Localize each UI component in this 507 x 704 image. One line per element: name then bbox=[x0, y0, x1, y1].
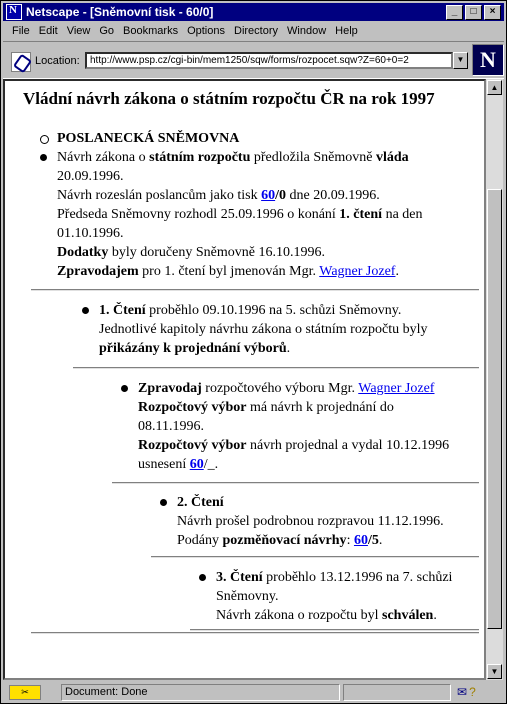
disc-bullet-icon bbox=[199, 574, 206, 581]
help-icon[interactable]: ? bbox=[469, 685, 476, 699]
menu-bar bbox=[3, 22, 504, 40]
location-bar bbox=[3, 41, 504, 79]
committee-block: Zpravodaj rozpočtového výboru Mgr. Wagner Jozef Rozpočtový výbor má návrh k projednání do 08.11.1996. Rozpočtový výbor návrh projednal a vydal 10.12.1996 usnesení 60/_. bbox=[138, 381, 450, 472]
window-title: Netscape - [Sněmovní tisk - 60/0] bbox=[26, 5, 214, 19]
divider bbox=[151, 556, 479, 558]
netscape-icon[interactable] bbox=[6, 4, 22, 20]
divider bbox=[73, 367, 479, 369]
third-reading-block: 3. Čtení proběhlo 13.12.1996 na 7. schůzi Sněmovny. Návrh zákona o rozpočtu byl schválen. bbox=[216, 570, 453, 623]
security-key-icon[interactable]: ✂ bbox=[9, 685, 41, 700]
disc-bullet-icon bbox=[160, 499, 167, 506]
menu-file[interactable]: File bbox=[12, 25, 30, 37]
divider bbox=[112, 482, 479, 484]
title-bar bbox=[3, 3, 504, 21]
divider bbox=[31, 632, 479, 634]
scroll-down-icon[interactable]: ▼ bbox=[487, 664, 502, 679]
menu-window[interactable]: Window bbox=[287, 25, 327, 37]
menu-options[interactable]: Options bbox=[187, 25, 225, 37]
maximize-button[interactable]: □ bbox=[465, 5, 482, 20]
vertical-scrollbar[interactable] bbox=[486, 79, 503, 680]
history-block: Návrh zákona o státním rozpočtu předložila Sněmovně vláda 20.09.1996. Návrh rozeslán poslancům jako tisk 60/0 dne 20.09.1996. Předseda Sněmovny rozhodl 25.09.1996 o konání 1. čtení na den 01.10.1996. Dodatky byly doručeny Sněmovně 16.10.1996. Zpravodajem pro 1. čtení byl jmenován Mgr. Wagner Jozef. bbox=[57, 150, 423, 279]
mail-icon[interactable]: ✉ bbox=[457, 685, 468, 699]
chamber-header: POSLANECKÁ SNĚMOVNA bbox=[57, 131, 240, 146]
page-content bbox=[3, 79, 486, 680]
minimize-button[interactable]: _ bbox=[446, 5, 463, 20]
menu-bookmarks[interactable]: Bookmarks bbox=[123, 25, 179, 37]
first-reading-block: 1. Čtení proběhlo 09.10.1996 na 5. schůzi Sněmovny. Jednotlivé kapitoly návrhu zákona o státním rozpočtu byly přikázány k projednání výborů. bbox=[99, 303, 428, 356]
page-title: Vládní návrh zákona o státním rozpočtu ČR na rok 1997 bbox=[23, 89, 435, 108]
location-input[interactable]: http://www.psp.cz/cgi-bin/mem1250/sqw/forms/rozpocet.sqw?Z=60+0=2 bbox=[85, 52, 453, 69]
menu-go[interactable]: Go bbox=[99, 25, 115, 37]
menu-view[interactable]: View bbox=[66, 25, 91, 37]
rapporteur-link[interactable]: Wagner Jozef bbox=[319, 264, 396, 279]
menu-edit[interactable]: Edit bbox=[38, 25, 58, 37]
close-button[interactable]: × bbox=[484, 5, 501, 20]
status-text: Document: Done bbox=[61, 684, 340, 701]
progress-box bbox=[343, 684, 451, 701]
disc-bullet-icon bbox=[121, 385, 128, 392]
committee-rapporteur-link[interactable]: Wagner Jozef bbox=[358, 381, 435, 396]
bookmark-link-icon[interactable] bbox=[11, 52, 31, 72]
print-60-link[interactable]: 60 bbox=[261, 188, 276, 203]
circle-bullet-icon bbox=[40, 135, 49, 144]
location-dropdown-icon[interactable]: ▼ bbox=[453, 52, 468, 69]
location-label: Location: bbox=[35, 55, 80, 67]
second-reading-block: 2. Čtení Návrh prošel podrobnou rozpravou 11.12.1996. Podány pozměňovací návrhy: 60/5. bbox=[177, 495, 444, 548]
divider bbox=[190, 629, 479, 631]
scroll-thumb[interactable] bbox=[487, 189, 502, 629]
disc-bullet-icon bbox=[82, 307, 89, 314]
resolution-60-link[interactable]: 60 bbox=[189, 457, 204, 472]
menu-directory[interactable]: Directory bbox=[234, 25, 279, 37]
divider bbox=[31, 289, 479, 291]
scroll-up-icon[interactable]: ▲ bbox=[487, 80, 502, 95]
netscape-throbber-icon[interactable]: N bbox=[472, 44, 504, 76]
disc-bullet-icon bbox=[40, 154, 47, 161]
menu-help[interactable]: Help bbox=[335, 25, 358, 37]
amendments-60-link[interactable]: 60 bbox=[353, 533, 368, 548]
status-bar bbox=[3, 682, 504, 702]
